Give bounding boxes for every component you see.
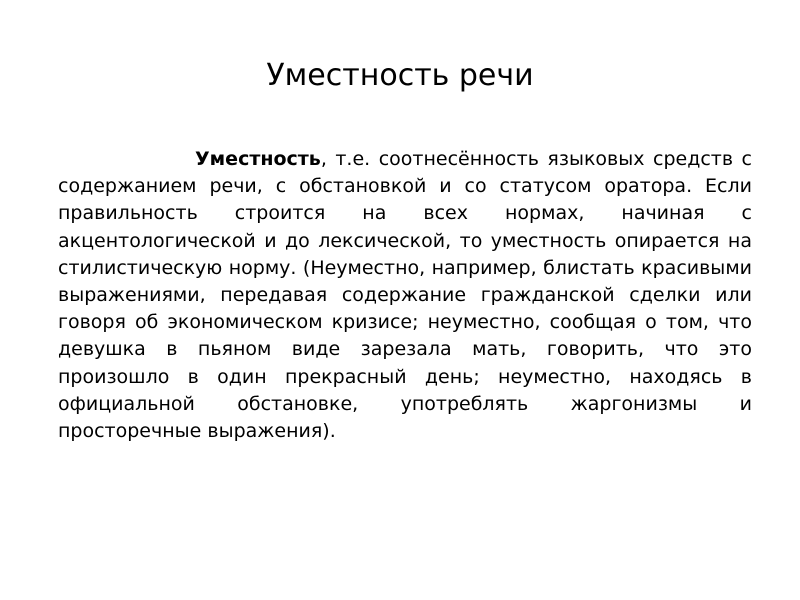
slide-title: Уместность речи (266, 58, 534, 93)
defined-term: Уместность (195, 148, 321, 170)
slide-body-paragraph (58, 146, 752, 445)
definition-text: , т.е. соотнесённость языковых средств с содержанием речи, с обстановкой и со статусом оратора. Если правильность строится на всех нормах, начиная с акцентологической и до лексической, то уместность опирается на стилистическую норму. (Неуместно, например, блистать красивыми выражениями, передавая содержание гражданской сделки или говоря об экономическом кризисе; неуместно, сообщая о том, что девушка в пьяном виде зарезала мать, говорить, что это произошло в один прекрасный день; неуместно, находясь в официальной обстановке, употреблять жаргонизмы и просторечные выражения). (58, 148, 752, 443)
